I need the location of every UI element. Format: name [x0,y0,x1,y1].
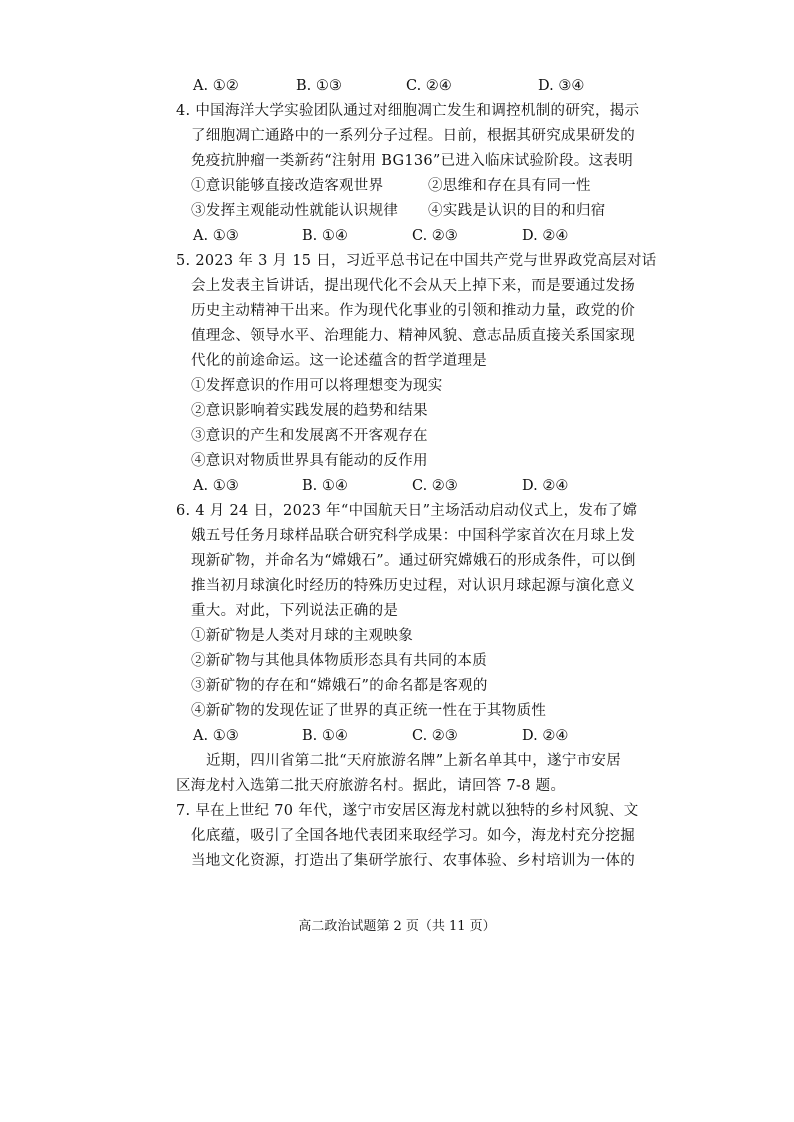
q3-option-d: D. ③④ [538,78,585,94]
q5-stem-line-3: 历史主动精神干出来。作为现代化事业的引领和推动力量，政党的价 [191,303,635,319]
q4-item-3: ③发挥主观能动性就能认识规律 [191,203,399,219]
q4-item-1: ①意识能够直接改造客观世界 [191,178,384,194]
q4-option-a: A. ①③ [193,228,239,244]
q6-item-4: ④新矿物的发现佐证了世界的真正统一性在于其物质性 [191,703,547,719]
q4-item-4: ④实践是认识的目的和归宿 [428,203,606,219]
q5-stem-line-1: 5. 2023 年 3 月 15 日，习近平总书记在中国共产党与世界政党高层对话 [176,253,657,269]
q6-stem-line-1: 6. 4 月 24 日，2023 年“中国航天日”主场活动启动仪式上，发布了嫦 [176,503,638,519]
q6-item-3: ③新矿物的存在和“嫦娥石”的命名都是客观的 [191,678,488,694]
q4-stem-line-2: 了细胞凋亡通路中的一系列分子过程。日前，根据其研究成果研发的 [191,128,635,144]
q4-option-b: B. ①④ [302,228,348,244]
q5-option-c: C. ②③ [412,478,458,494]
q4-stem-line-3: 免疫抗肿瘤一类新药“注射用 BG136”已进入临床试验阶段。这表明 [191,153,634,169]
q7-stem-line-1: 7. 早在上世纪 70 年代，遂宁市安居区海龙村就以独特的乡村风貌、文 [176,803,639,819]
q7-stem-line-2: 化底蕴，吸引了全国各地代表团来取经学习。如今，海龙村充分挖掘 [191,828,635,844]
q6-option-c: C. ②③ [412,728,458,744]
q5-item-3: ③意识的产生和发展离不开客观存在 [191,428,428,444]
q6-option-a: A. ①③ [193,728,239,744]
q6-stem-line-2: 娥五号任务月球样品联合研究科学成果：中国科学家首次在月球上发 [191,528,635,544]
q4-option-c: C. ②③ [412,228,458,244]
q5-stem-line-4: 值理念、领导水平、治理能力、精神风貌、意志品质直接关系国家现 [191,328,635,344]
passage-line-1: 近期，四川省第二批“天府旅游名牌”上新名单其中，遂宁市安居 [206,753,622,769]
q5-item-1: ①发挥意识的作用可以将理想变为现实 [191,378,443,394]
q5-item-4: ④意识对物质世界具有能动的反作用 [191,453,428,469]
q3-option-b: B. ①③ [296,78,342,94]
q4-options [0,226,794,246]
q6-option-b: B. ①④ [302,728,348,744]
q6-option-d: D. ②④ [522,728,569,744]
q3-option-a: A. ①② [193,78,239,94]
q6-stem-line-3: 现新矿物，并命名为“嫦娥石”。通过研究嫦娥石的形成条件，可以倒 [191,553,636,569]
q5-option-a: A. ①③ [193,478,239,494]
q6-stem-line-4: 推当初月球演化时经历的特殊历史过程，对认识月球起源与演化意义 [191,578,635,594]
q6-stem-line-5: 重大。对此，下列说法正确的是 [191,603,399,619]
q4-option-d: D. ②④ [522,228,569,244]
q5-item-2: ②意识影响着实践发展的趋势和结果 [191,403,428,419]
q6-item-1: ①新矿物是人类对月球的主观映象 [191,628,413,644]
page-footer: 高二政治试题第 2 页（共 11 页） [298,919,496,934]
q4-stem-line-1: 4. 中国海洋大学实验团队通过对细胞凋亡发生和调控机制的研究，揭示 [176,103,640,119]
q3-option-c: C. ②④ [406,78,452,94]
q5-stem-line-2: 会上发表主旨讲话，提出现代化不会从天上掉下来，而是要通过发扬 [191,278,635,294]
q4-item-2: ②思维和存在具有同一性 [428,178,591,194]
q6-options [0,726,794,746]
q5-option-b: B. ①④ [302,478,348,494]
q5-option-d: D. ②④ [522,478,569,494]
q3-options [0,76,794,96]
passage-line-2: 区海龙村入选第二批天府旅游名村。据此，请回答 7-8 题。 [176,778,566,794]
q7-stem-line-3: 当地文化资源，打造出了集研学旅行、农事体验、乡村培训为一体的 [191,853,635,869]
q5-stem-line-5: 代化的前途命运。这一论述蕴含的哲学道理是 [191,353,487,369]
q6-item-2: ②新矿物与其他具体物质形态具有共同的本质 [191,653,487,669]
q5-options [0,476,794,496]
